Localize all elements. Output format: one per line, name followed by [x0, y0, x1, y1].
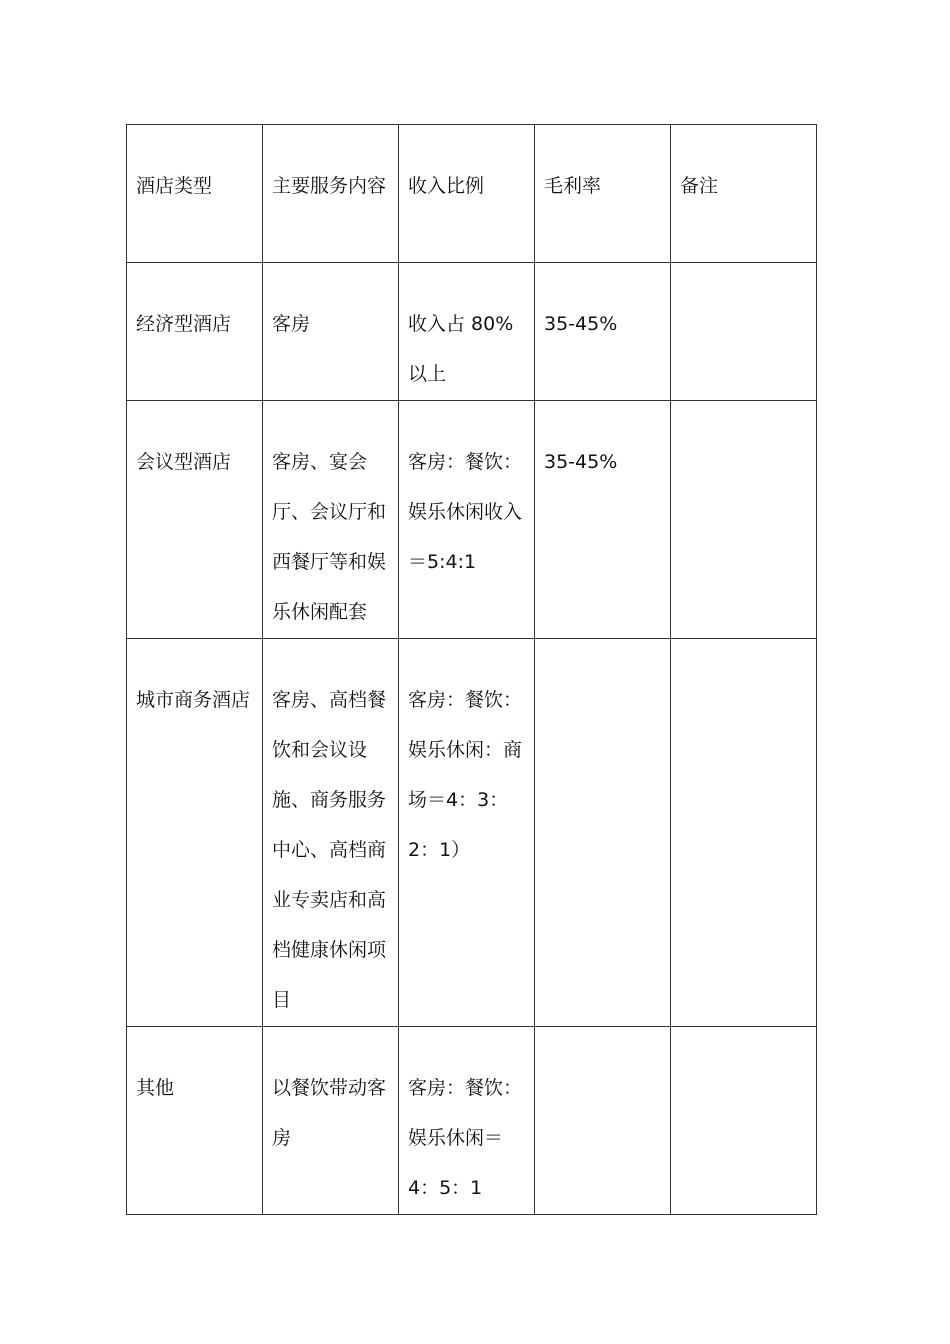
header-services: 主要服务内容: [263, 125, 399, 263]
cell-revenue-ratio: 收入占 80%以上: [399, 263, 535, 401]
cell-hotel-type: 城市商务酒店: [127, 639, 263, 1027]
table-row: [127, 1027, 817, 1215]
cell-services: 客房、高档餐饮和会议设施、商务服务中心、高档商业专卖店和高档健康休闲项目: [263, 639, 399, 1027]
cell-note: [671, 401, 817, 639]
cell-note: [671, 263, 817, 401]
cell-revenue-ratio: 客房：餐饮：娱乐休闲＝4：5：1: [399, 1027, 535, 1215]
cell-note: [671, 1027, 817, 1215]
header-note: 备注: [671, 125, 817, 263]
cell-gross-margin: 35-45%: [535, 401, 671, 639]
cell-revenue-ratio: 客房：餐饮：娱乐休闲收入＝5:4:1: [399, 401, 535, 639]
hotel-revenue-table: [126, 124, 817, 1215]
table-header-row: [127, 125, 817, 263]
header-hotel-type: 酒店类型: [127, 125, 263, 263]
cell-services: 客房: [263, 263, 399, 401]
table-row: [127, 263, 817, 401]
table-row: [127, 639, 817, 1027]
header-gross-margin: 毛利率: [535, 125, 671, 263]
cell-gross-margin: 35-45%: [535, 263, 671, 401]
cell-note: [671, 639, 817, 1027]
cell-gross-margin: [535, 1027, 671, 1215]
table-row: [127, 401, 817, 639]
cell-hotel-type: 其他: [127, 1027, 263, 1215]
cell-gross-margin: [535, 639, 671, 1027]
header-revenue-ratio: 收入比例: [399, 125, 535, 263]
cell-hotel-type: 经济型酒店: [127, 263, 263, 401]
cell-hotel-type: 会议型酒店: [127, 401, 263, 639]
cell-services: 以餐饮带动客房: [263, 1027, 399, 1215]
cell-revenue-ratio: 客房：餐饮：娱乐休闲：商场＝4：3：2：1）: [399, 639, 535, 1027]
cell-services: 客房、宴会厅、会议厅和西餐厅等和娱乐休闲配套: [263, 401, 399, 639]
